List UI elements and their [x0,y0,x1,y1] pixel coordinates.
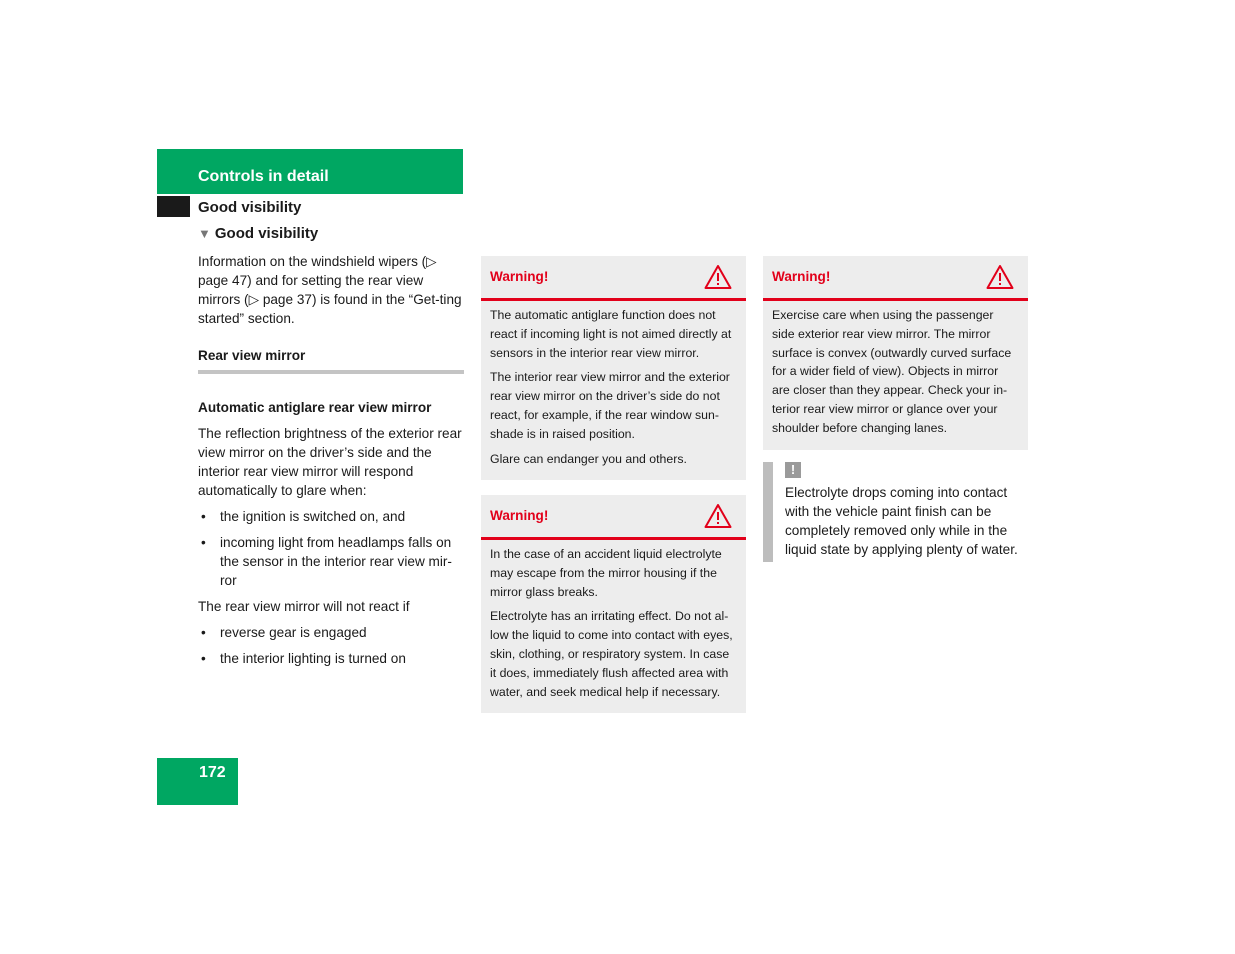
warning-body [481,301,746,480]
warning-paragraph: In the case of an accident liquid electrolyte may escape from the mirror housing if the mirror glass breaks. [490,547,722,599]
warning-triangle-icon [986,264,1014,290]
section-subheader: Good visibility [198,199,302,216]
warning-header [481,495,746,540]
section-tab-marker [157,196,190,217]
section-title-text: Good visibility [214,225,319,242]
list-item: • the ignition is switched on, and [198,507,464,526]
warning-label: Warning! [490,269,549,284]
antiglare-paragraph: The reflection brightness of the exterior rear view mirror on the driver’s side and the interior rear view mirror will respond automatically to glare when: [198,426,462,498]
warning-label: Warning! [490,508,549,523]
rear-view-mirror-heading: Rear view mirror [198,346,464,374]
warning-body [481,540,746,713]
page-number: 172 [199,764,226,781]
warning-box-electrolyte [481,495,746,713]
intro-paragraph: Information on the windshield wipers (▷ page 47) and for setting the rear view mirrors (▷ page 37) is found in the “Get-ting started” section. [198,254,462,326]
exclamation-icon: ! [785,462,801,478]
list-item: • reverse gear is engaged [198,623,464,642]
warning-body [763,301,1028,450]
list-item: • the interior lighting is turned on [198,649,464,668]
chapter-title: Controls in detail [198,168,329,185]
respond-conditions-list [198,507,464,590]
not-react-conditions-list [198,623,464,668]
warning-triangle-icon [704,503,732,529]
antiglare-heading: Automatic antiglare rear view mirror [198,400,432,415]
warning-header [481,256,746,301]
not-react-paragraph: The rear view mirror will not react if [198,599,410,614]
note-side-bar [763,462,773,562]
warning-paragraph: Exercise care when using the passenger side exterior rear view mirror. The mirror surface is convex (outwardly curved surface for a wider field of view). Objects in mirror are closer than they appear. Check your in-terior rear view mirror or glance over your shoulder before changing lanes. [772,308,1012,435]
warning-paragraph: Glare can endanger you and others. [490,451,687,466]
triangle-down-icon: ▼ [198,226,211,241]
left-column [198,252,464,675]
warning-triangle-icon [704,264,732,290]
warning-paragraph: The automatic antiglare function does not react if incoming light is not aimed directly at sensors in the interior rear view mirror. [490,308,732,360]
warning-box-passenger-mirror [763,256,1028,450]
warning-header [763,256,1028,301]
section-title [198,225,318,242]
warning-box-antiglare [481,256,746,480]
warning-paragraph: The interior rear view mirror and the exterior rear view mirror on the driver’s side do not react, for example, if the rear window sun-shade is in raised position. [490,370,730,441]
list-item: • incoming light from headlamps falls on the sensor in the interior rear view mir-ror [198,533,464,590]
note-text: Electrolyte drops coming into contact with the vehicle paint finish can be completely removed only while in the liquid state by applying plenty of water. [785,485,1018,557]
warning-paragraph: Electrolyte has an irritating effect. Do not al-low the liquid to come into contact with eyes, skin, clothing, or respiratory system. In case it does, immediately flush affected area with water, and seek medical help if necessary. [490,609,733,699]
warning-label: Warning! [772,269,831,284]
